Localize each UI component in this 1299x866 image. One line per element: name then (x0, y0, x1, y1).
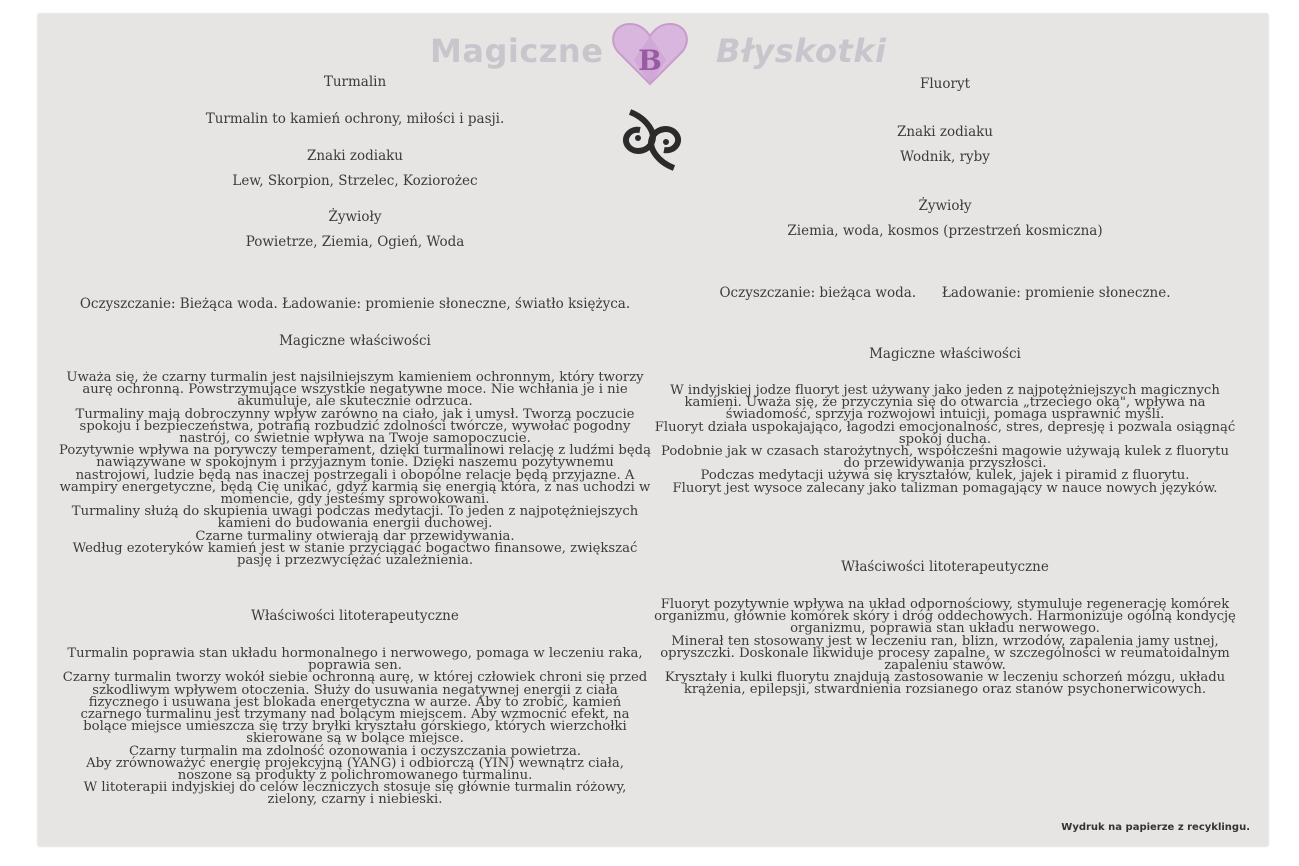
tourmaline-magic-heading: Magiczne właściwości (279, 333, 431, 349)
tourmaline-cleansing: Oczyszczanie: Bieżąca woda. Ładowanie: promienie słoneczne, światło księżyca. (79, 296, 631, 312)
text-line: W litoterapii indyjskiej do celów leczniczych stosuje się głównie turmalin różowy, (83, 780, 627, 796)
text-line: nastrojowi, ludzie będą nas inaczej postrzegali i obopólne relacje będą przyjazne. A (75, 467, 635, 483)
text-line: Podobnie jak w czasach starożytnych, współcześni magowie używają kulek z fluorytu (661, 444, 1229, 460)
fluorite-elements-value: Ziemia, woda, kosmos (przestrzeń kosmiczna) (787, 223, 1103, 239)
text-line: do przewidywania przyszłości. (843, 456, 1047, 472)
fluorite-title: Fluoryt (919, 76, 970, 92)
logo-word-left: Magiczne (430, 32, 604, 70)
tourmaline-elements-value: Powietrze, Ziemia, Ogień, Woda (245, 234, 465, 250)
text-line: kamieni. Uważa się, że przyczynia się do otwarcia „trzeciego oka", wpływa na (684, 395, 1206, 411)
tourmaline-zodiac-value: Lew, Skorpion, Strzelec, Koziorożec (232, 173, 478, 189)
text-line: Turmaliny służą do skupienia uwagi podczas medytacji. To jeden z najpotężniejszych (71, 504, 639, 520)
text-line: kamieni do budowania energii duchowej. (217, 516, 493, 532)
text-line: poprawia sen. (308, 658, 402, 674)
text-line: noszone są produkty z polichromowanego turmalinu. (177, 768, 533, 784)
fluorite-zodiac-heading: Znaki zodiaku (896, 124, 994, 140)
text-line: krążenia, epilepsji, stwardnienia rozsianego oraz stanów psychonerwicowych. (683, 682, 1207, 698)
text-line: organizmu, głównie komórek skóry i dróg oddechowych. Harmonizuje ogólną kondycję (654, 609, 1236, 625)
tourmaline-title: Turmalin (323, 74, 387, 90)
heart-letter: B (638, 44, 662, 77)
text-line: aurę ochronną. Powstrzymujące wszystkie negatywne moce. Nie wchłania je i nie (82, 382, 628, 398)
recycled-paper-note: Wydruk na papierze z recyklingu. (1061, 822, 1250, 833)
text-line: Aby zrównoważyć energię projekcyjną (YANG) i odbiorczą (YIN) wewnątrz ciała, (86, 755, 624, 771)
text-line: nawiązywane w spokojnym i przyjaznym tonie. Dzięki naszemu pozytywnemu (96, 455, 614, 471)
text-line: Pozytywnie wpływa na porywczy temperament, dzięki turmalinowi relację z ludźmi będą (59, 443, 651, 459)
tourmaline-zodiac-heading: Znaki zodiaku (306, 148, 404, 164)
text-line: wampiry energetyczne, będą Cię unikać, gdyż karmią się energią która, z nas uchodzi w (59, 479, 651, 495)
text-line: Fluoryt jest wysoce zalecany jako talizman pomagający w nauce nowych języków. (672, 480, 1218, 496)
tourmaline-intro: Turmalin to kamień ochrony, miłości i pasji. (205, 111, 505, 127)
text-line: szkodliwym wpływem otoczenia. Służy do usuwania negatywnej energii z ciała (92, 682, 618, 698)
text-line: Fluoryt pozytywnie wpływa na układ odpornościowy, stymuluje regenerację komórek (660, 597, 1230, 612)
text-line: spokój ducha. (898, 431, 992, 447)
text-line: Fluoryt działa uspokajająco, łagodzi emocjonalność, stres, depresję i pozwala osiągnąć (654, 419, 1236, 435)
tourmaline-litho-heading: Właściwości litoterapeutyczne (251, 608, 459, 624)
text-line: zielony, czarny i niebieski. (267, 792, 443, 808)
text-line: Czarny turmalin ma zdolność ozonowania i oczyszczania powietrza. (128, 743, 582, 759)
text-line: pasję i przezwyciężać uzależnienia. (236, 553, 474, 569)
fluorite-magic-text (645, 385, 1245, 495)
tourmaline-magic-text (50, 372, 660, 567)
fluorite-cleansing: Oczyszczanie: bieżąca woda. Ładowanie: promienie słoneczne. (719, 285, 1171, 301)
fluorite-litho-heading: Właściwości litoterapeutyczne (841, 559, 1049, 575)
tourmaline-column (50, 0, 660, 866)
text-line: Turmaliny mają dobroczynny wpływ zarówno na ciało, jak i umysł. Tworzą poczucie (75, 406, 635, 422)
text-line: spokoju i bezpieczeństwa, potrafią rozbudzić zdolności twórcze, wywołać pogodny (79, 418, 631, 434)
tourmaline-litho-text (50, 648, 660, 807)
text-line: Czarny turmalin tworzy wokół siebie ochronną aurę, w której człowiek chroni się przed (62, 670, 648, 686)
text-line: czarnego turmalinu jest trzymany nad bolącym miejscem. Aby wzmocnić efekt, na (80, 707, 630, 723)
fluorite-zodiac-value: Wodnik, ryby (900, 149, 990, 165)
text-line: fizycznego i usuwana jest blokada energetyczna w aurze. Aby to zrobić, kamień (88, 694, 622, 710)
fluorite-column (645, 0, 1245, 866)
text-line: Czarne turmaliny otwierają dar przewidywania. (195, 528, 515, 544)
text-line: bolące miejsce umieszcza się trzy bryłki kryształu górskiego, których wierzchołki (83, 719, 627, 735)
text-line: nastrój, co świetnie wpływa na Twoje samopoczucie. (179, 431, 531, 447)
text-line: zapaleniu stawów. (884, 658, 1006, 674)
text-line: organizmu, poprawia stan układu nerwowego. (790, 621, 1100, 637)
text-line: Według ezoteryków kamień jest w stanie przyciągać bogactwo finansowe, zwiększać (72, 540, 638, 556)
text-line: Podczas medytacji używa się kryształów, kulek, jajek i piramid z fluorytu. (700, 468, 1190, 484)
text-line: Kryształy i kulki fluorytu znajdują zastosowanie w leczeniu schorzeń mózgu, układu (664, 670, 1226, 686)
text-line: Minerał ten stosowany jest w leczeniu ran, blizn, wrzodów, zapalenia jamy ustnej, (671, 633, 1219, 649)
text-line: akumuluje, ale skutecznie odrzuca. (237, 394, 473, 410)
fluorite-elements-heading: Żywioły (918, 198, 972, 214)
text-line: świadomość, sprzyja rozwojowi intuicji, pomaga usprawnić myśli. (725, 407, 1165, 423)
tourmaline-elements-heading: Żywioły (328, 209, 382, 225)
fluorite-litho-text (645, 599, 1245, 697)
text-line: Uważa się, że czarny turmalin jest najsilniejszym kamieniem ochronnym, który tworzy (66, 370, 644, 385)
logo-word-right: Błyskotki (716, 32, 887, 70)
text-line: skierowane są w bolące miejsce. (246, 731, 464, 747)
text-line: Turmalin poprawia stan układu hormonalnego i nerwowego, pomaga w leczeniu raka, (67, 646, 643, 661)
fluorite-magic-heading: Magiczne właściwości (869, 346, 1021, 362)
text-line: opryszczki. Doskonale likwiduje procesy zapalne, w szczególności w reumatoidalnym (660, 645, 1230, 661)
text-line: W indyjskiej jodze fluoryt jest używany jako jeden z najpotężniejszych magicznych (670, 383, 1220, 398)
text-line: momencie, gdy jesteśmy sprowokowani. (220, 492, 490, 508)
